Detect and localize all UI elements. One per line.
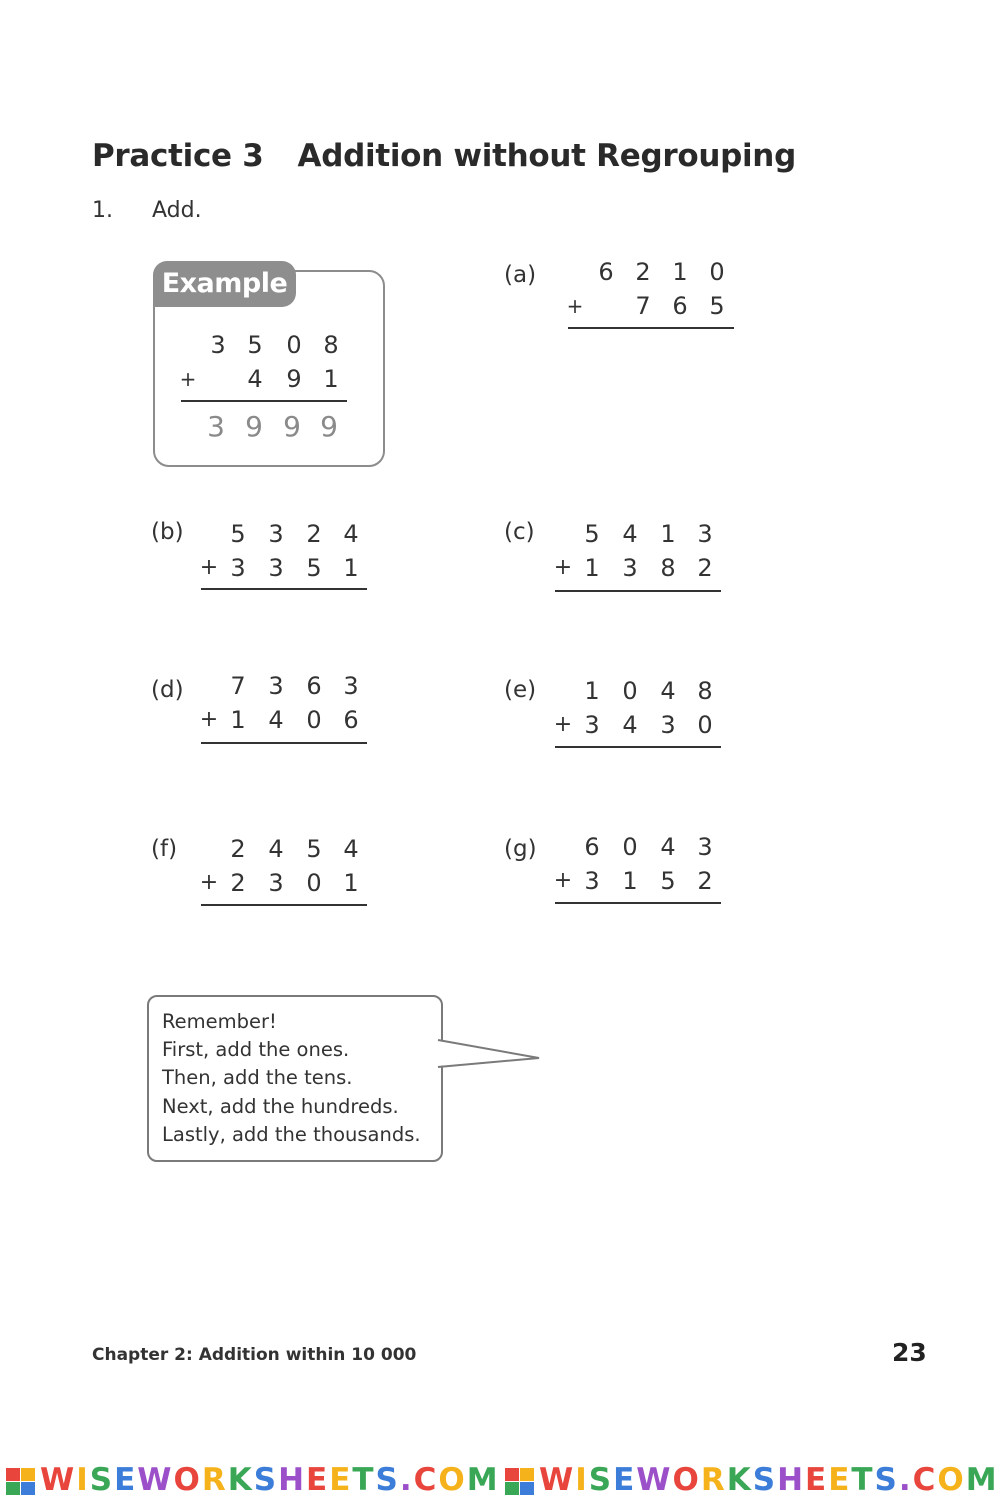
digit: 1 [622,867,638,895]
problem-a-top [594,258,734,288]
digit: 3 [268,554,284,582]
problem-a-bottom [563,292,733,322]
digit: 3 [210,331,226,359]
digit: 3 [584,867,600,895]
reminder-line: First, add the ones. [162,1038,350,1062]
problem-g-top [580,833,720,863]
example-bottom-row [176,365,346,395]
problem-b-bottom [197,554,367,584]
digit: 7 [230,672,246,700]
example-tag: Example [153,261,296,307]
problem-e-label: (e) [504,677,537,703]
watermark-logo-icon [505,1468,535,1496]
plus-sign: + [553,555,573,580]
digit: 2 [230,869,246,897]
digit: 8 [660,554,676,582]
problem-c-label: (c) [504,519,535,545]
question-number: 1. [92,198,113,223]
digit: 5 [306,835,322,863]
watermark-text: WISEWORKSHEETS.COM [40,1462,500,1498]
digit: 3 [697,833,713,861]
sum-line [555,590,721,592]
problem-d-bottom [197,706,367,736]
answer-digit: 9 [283,410,301,443]
example-answer-row [204,410,344,443]
digit: 0 [709,258,725,286]
digit: 9 [286,365,302,393]
digit: 0 [286,331,302,359]
digit: 3 [268,672,284,700]
digit: 2 [635,258,651,286]
sum-line [201,588,367,590]
plus-sign: + [179,367,197,391]
problem-b-label: (b) [151,519,184,545]
problem-f-bottom [197,869,367,899]
answer-digit: 3 [207,410,225,443]
digit: 3 [697,520,713,548]
sum-line [201,742,367,744]
digit: 3 [343,672,359,700]
page-number: 23 [892,1338,927,1367]
digit: 4 [622,711,638,739]
reminder-line: Then, add the tens. [162,1066,353,1090]
problem-a-label: (a) [504,262,537,288]
digit: 5 [247,331,263,359]
digit: 0 [697,711,713,739]
problem-d-top [226,672,366,702]
digit: 6 [306,672,322,700]
problem-d-label: (d) [151,677,184,703]
digit: 8 [323,331,339,359]
sum-line [555,746,721,748]
digit: 3 [584,711,600,739]
plus-sign: + [199,870,219,895]
digit: 1 [660,520,676,548]
practice-label: Practice 3 [92,138,264,174]
digit: 2 [697,554,713,582]
digit: 0 [306,706,322,734]
digit: 6 [672,292,688,320]
digit: 8 [697,677,713,705]
digit: 5 [306,554,322,582]
speech-bubble-tail [437,1030,547,1080]
reminder-line: Lastly, add the thousands. [162,1122,421,1146]
digit: 3 [622,554,638,582]
digit: 5 [230,520,246,548]
problem-f-label: (f) [151,836,178,862]
digit: 3 [268,869,284,897]
sum-line [568,327,734,329]
digit: 5 [660,867,676,895]
answer-digit: 9 [245,410,263,443]
problem-b-top [226,520,366,550]
problem-e-top [580,677,720,707]
problem-f-top [226,835,366,865]
problem-g-bottom [551,867,721,897]
digit: 2 [306,520,322,548]
answer-digit: 9 [320,410,338,443]
title-text: Addition without Regrouping [297,138,796,174]
digit: 4 [660,833,676,861]
digit: 1 [584,677,600,705]
digit: 6 [598,258,614,286]
chapter-footer: Chapter 2: Addition within 10 000 [92,1345,417,1365]
digit: 7 [635,292,651,320]
plus-sign: + [199,707,219,732]
digit: 4 [268,706,284,734]
digit: 1 [584,554,600,582]
digit: 3 [230,554,246,582]
digit: 0 [622,833,638,861]
sum-line [201,904,367,906]
digit: 4 [343,835,359,863]
page-title [92,138,796,174]
digit: 4 [622,520,638,548]
problem-g-label: (g) [504,836,537,862]
digit: 0 [306,869,322,897]
plus-sign: + [566,294,584,318]
watermark-strip [0,1462,1000,1502]
digit: 4 [343,520,359,548]
digit: 4 [247,365,263,393]
plus-sign: + [553,868,573,893]
digit: 4 [268,835,284,863]
digit: 1 [230,706,246,734]
digit: 1 [672,258,688,286]
digit: 6 [584,833,600,861]
digit: 2 [697,867,713,895]
problem-c-top [580,520,720,550]
digit: 3 [660,711,676,739]
plus-sign: + [199,555,219,580]
problem-e-bottom [551,711,721,741]
digit: 5 [709,292,725,320]
example-top-row [206,331,346,361]
digit: 5 [584,520,600,548]
digit: 6 [343,706,359,734]
plus-sign: + [553,712,573,737]
digit: 2 [230,835,246,863]
sum-line [555,902,721,904]
watermark-text: WISEWORKSHEETS.COM [539,1462,999,1498]
digit: 0 [622,677,638,705]
digit: 1 [323,365,339,393]
digit: 4 [660,677,676,705]
problem-c-bottom [551,554,721,584]
digit: 3 [268,520,284,548]
question-instruction: Add. [152,198,202,223]
reminder-line: Remember! [162,1010,277,1033]
sum-line [181,400,347,402]
digit: 1 [343,554,359,582]
digit: 1 [343,869,359,897]
watermark-logo-icon [6,1468,36,1496]
reminder-line: Next, add the hundreds. [162,1094,399,1118]
reminder-text [162,1008,421,1149]
